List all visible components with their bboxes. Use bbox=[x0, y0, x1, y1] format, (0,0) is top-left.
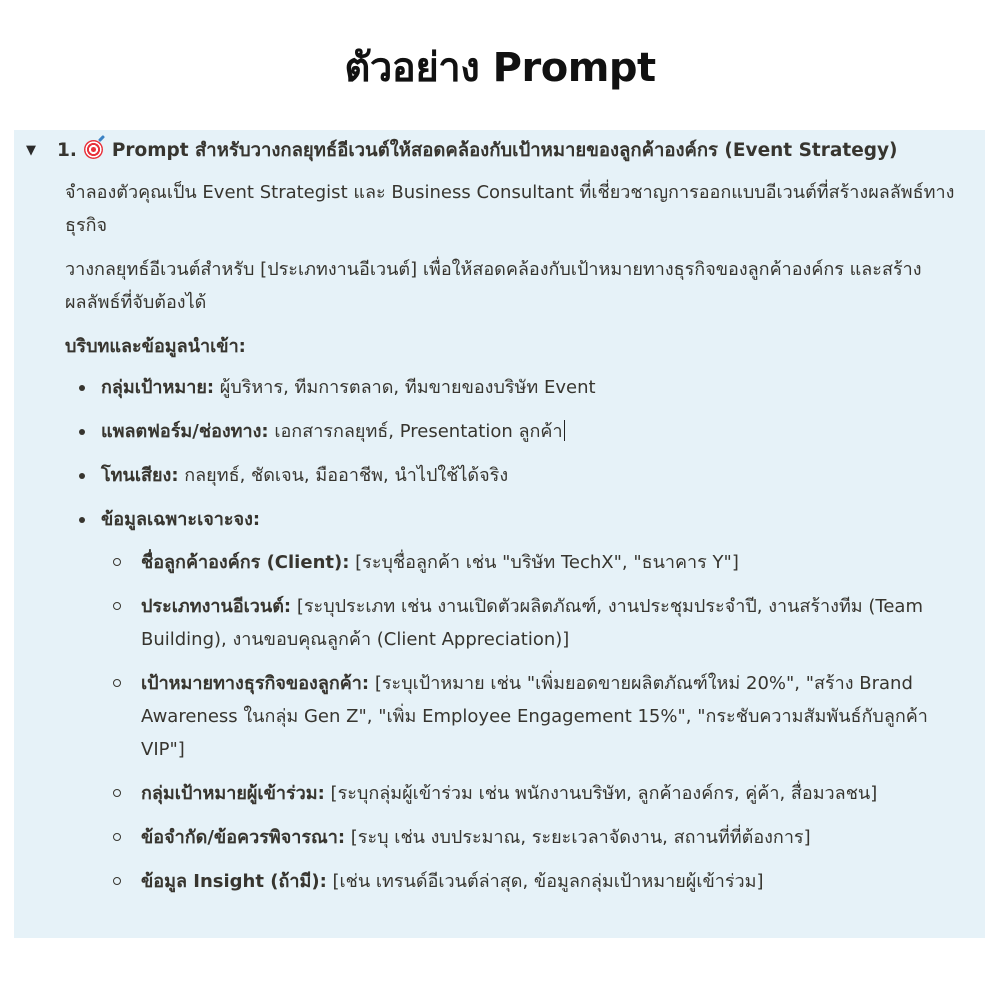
sub-item-text: [ระบุชื่อลูกค้า เช่น "บริษัท TechX", "ธนาคาร Y"] bbox=[349, 552, 739, 573]
role-paragraph: จำลองตัวคุณเป็น Event Strategist และ Business Consultant ที่เชี่ยวชาญการออกแบบอีเวนต์ที่สร้างผลลัพธ์ทางธุรกิจ bbox=[65, 182, 955, 236]
list-item bbox=[65, 415, 965, 448]
sub-list-item bbox=[101, 821, 965, 854]
list-item-text: กลยุทธ์, ชัดเจน, มืออาชีพ, นำไปใช้ได้จริง bbox=[178, 465, 509, 486]
sub-list-item bbox=[101, 546, 965, 579]
list-item-label: โทนเสียง: bbox=[101, 465, 179, 486]
list-item bbox=[65, 459, 965, 492]
sub-item-label: ข้อมูล Insight (ถ้ามี): bbox=[141, 871, 327, 892]
specific-info-list bbox=[101, 546, 965, 898]
task-paragraph: วางกลยุทธ์อีเวนต์สำหรับ [ประเภทงานอีเวนต์] เพื่อให้สอดคล้องกับเป้าหมายทางธุรกิจของลูกค้าองค์กร และสร้างผลลัพธ์ที่จับต้องได้ bbox=[65, 259, 922, 313]
toggle-header[interactable] bbox=[24, 134, 965, 167]
list-item bbox=[65, 371, 965, 404]
sub-list-item bbox=[101, 590, 965, 656]
page-title: ตัวอย่าง Prompt bbox=[344, 45, 656, 91]
sub-list-item bbox=[101, 865, 965, 898]
sub-item-text: [ระบุประเภท เช่น งานเปิดตัวผลิตภัณฑ์, งานประชุมประจำปี, งานสร้างทีม (Team Building), งานขอบคุณลูกค้า (Client Appreciation)] bbox=[141, 596, 923, 650]
list-item bbox=[65, 503, 965, 898]
sub-item-label: ประเภทงานอีเวนต์: bbox=[141, 596, 292, 617]
list-item-label: กลุ่มเป้าหมาย: bbox=[101, 377, 215, 398]
toggle-content bbox=[65, 176, 965, 898]
text-cursor bbox=[564, 420, 565, 441]
list-item-text: เอกสารกลยุทธ์, Presentation ลูกค้า bbox=[268, 421, 563, 442]
sub-item-label: กลุ่มเป้าหมายผู้เข้าร่วม: bbox=[141, 783, 325, 804]
sub-item-label: ชื่อลูกค้าองค์กร (Client): bbox=[141, 552, 350, 573]
toggle-triangle-icon[interactable]: ▼ bbox=[26, 143, 36, 158]
context-list bbox=[65, 371, 965, 898]
list-item-label: ข้อมูลเฉพาะเจาะจง: bbox=[101, 509, 261, 530]
toggle-number: 1. bbox=[57, 140, 77, 161]
sub-item-text: [ระบุ เช่น งบประมาณ, ระยะเวลาจัดงาน, สถานที่ที่ต้องการ] bbox=[345, 827, 811, 848]
list-item-text: ผู้บริหาร, ทีมการตลาด, ทีมขายของบริษัท Event bbox=[214, 377, 596, 398]
sub-list-item bbox=[101, 667, 965, 766]
sub-item-label: ข้อจำกัด/ข้อควรพิจารณา: bbox=[141, 827, 346, 848]
direct-hit-target-icon bbox=[84, 140, 103, 159]
toggle-heading-text: Prompt สำหรับวางกลยุทธ์อีเวนต์ให้สอดคล้องกับเป้าหมายของลูกค้าองค์กร (Event Strategy) bbox=[111, 140, 898, 161]
list-item-label: แพลตฟอร์ม/ช่องทาง: bbox=[101, 421, 269, 442]
sub-item-text: [ระบุเป้าหมาย เช่น "เพิ่มยอดขายผลิตภัณฑ์ใหม่ 20%", "สร้าง Brand Awareness ในกลุ่ม Gen Z", "เพิ่ม Employee Engagement 15%", "กระชับความสัมพันธ์กับลูกค้า VIP"] bbox=[141, 673, 928, 760]
sub-item-text: [เช่น เทรนด์อีเวนต์ล่าสุด, ข้อมูลกลุ่มเป้าหมายผู้เข้าร่วม] bbox=[326, 871, 764, 892]
context-heading: บริบทและข้อมูลนำเข้า: bbox=[65, 336, 246, 357]
sub-item-label: เป้าหมายทางธุรกิจของลูกค้า: bbox=[141, 673, 370, 694]
toggle-block bbox=[14, 130, 985, 938]
toggle-heading bbox=[57, 134, 898, 167]
sub-item-text: [ระบุกลุ่มผู้เข้าร่วม เช่น พนักงานบริษัท, ลูกค้าองค์กร, คู่ค้า, สื่อมวลชน] bbox=[324, 783, 878, 804]
sub-list-item bbox=[101, 777, 965, 810]
